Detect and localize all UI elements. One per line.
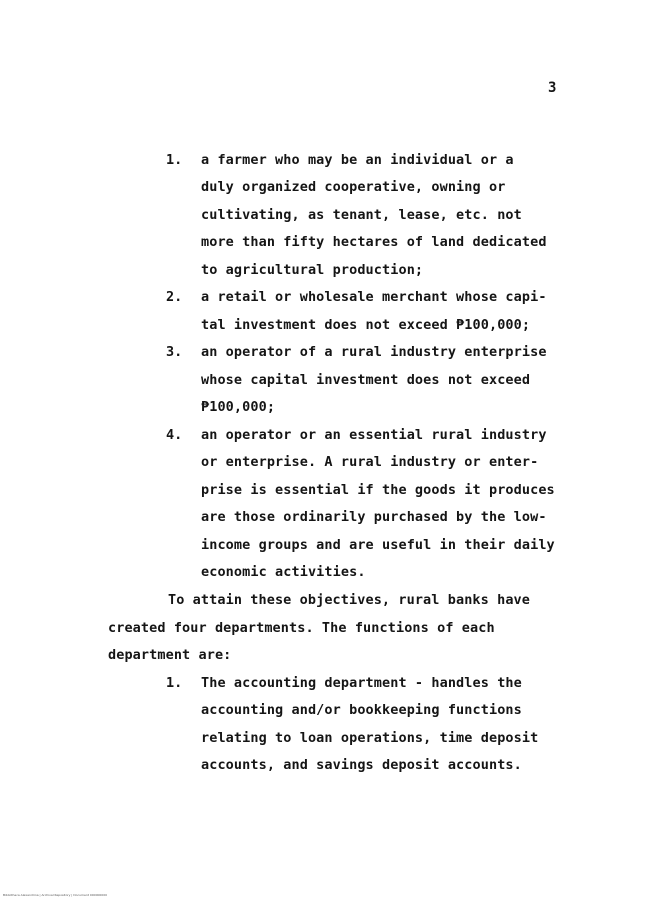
paragraph-line: created four departments. The functions of each — [108, 620, 495, 636]
list-item-number: 3. — [166, 344, 183, 360]
list-item-line: prise is essential if the goods it produces — [201, 482, 555, 498]
list-item-line: accounts, and savings deposit accounts. — [201, 757, 522, 773]
list-item-line: cultivating, as tenant, lease, etc. not — [201, 207, 522, 223]
paragraph-line: department are: — [108, 647, 232, 663]
list-item-number: 1. — [166, 152, 183, 168]
page-number: 3 — [548, 80, 557, 96]
list-item-line: or enterprise. A rural industry or enter- — [201, 454, 539, 470]
list-item-line: economic activities. — [201, 564, 366, 580]
list-item-line: income groups and are useful in their daily — [201, 537, 555, 553]
list-item-number: 4. — [166, 427, 183, 443]
list-item-line: a farmer who may be an individual or a — [201, 152, 514, 168]
scan-footer-note: Bibliotheca Alexandrina | Archival Repository | Document 000000000 — [3, 893, 108, 897]
list-item-line: accounting and/or bookkeeping functions — [201, 702, 522, 718]
list-item-number: 1. — [166, 675, 183, 691]
paragraph-line: To attain these objectives, rural banks have — [168, 592, 531, 608]
list-item-line: tal investment does not exceed ₱100,000; — [201, 317, 531, 333]
list-item-line: whose capital investment does not exceed — [201, 372, 531, 388]
list-item-line: The accounting department - handles the — [201, 675, 522, 691]
list-item-number: 2. — [166, 289, 183, 305]
list-item-line: relating to loan operations, time deposit — [201, 730, 539, 746]
list-item-line: more than fifty hectares of land dedicated — [201, 234, 547, 250]
list-item-line: are those ordinarily purchased by the low- — [201, 509, 547, 525]
list-item-line: to agricultural production; — [201, 262, 424, 278]
list-item-line: an operator of a rural industry enterprise — [201, 344, 547, 360]
list-item-line: an operator or an essential rural industry — [201, 427, 547, 443]
list-item-line: ₱100,000; — [201, 399, 276, 415]
list-item-line: duly organized cooperative, owning or — [201, 179, 506, 195]
list-item-line: a retail or wholesale merchant whose capi- — [201, 289, 547, 305]
